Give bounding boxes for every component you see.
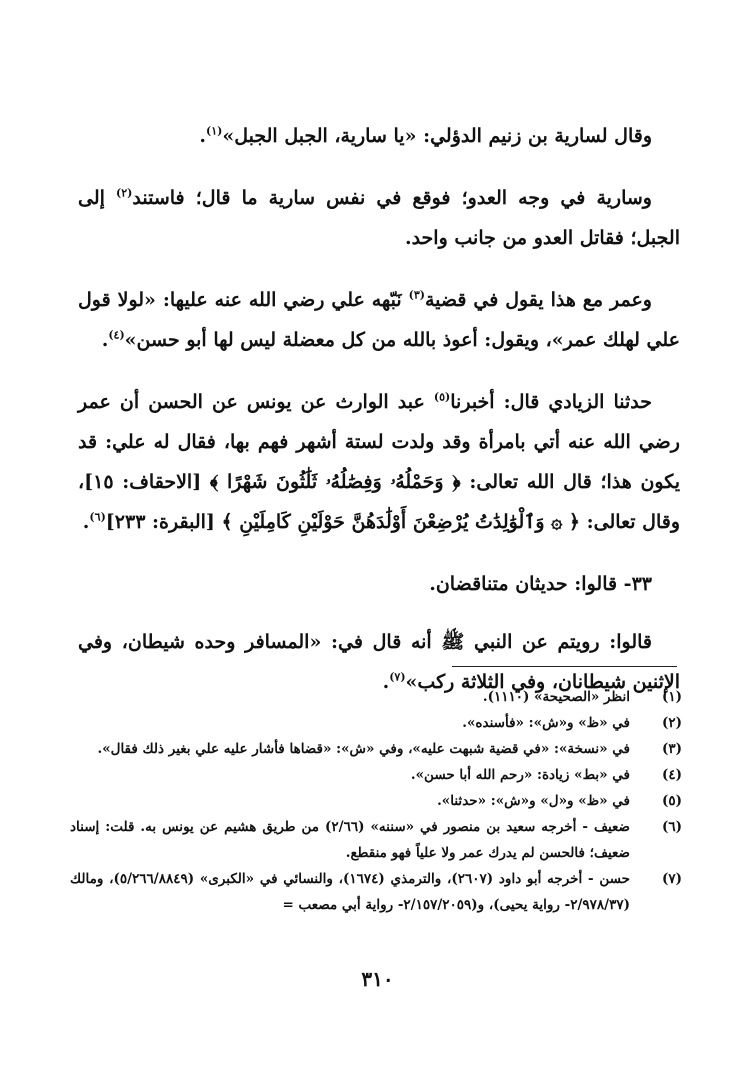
- paragraph-tail: .: [382, 671, 390, 693]
- paragraph-tail: .: [199, 125, 207, 147]
- footnotes: [70, 684, 682, 918]
- paragraph-tail: نَبّهه علي رضي الله عنه عليها: «لولا قول علي لهلك عمر»، ويقول: أعوذ بالله من كل معضلة ليس لها أبو حسن»: [78, 289, 680, 351]
- footnote-number: (٥): [661, 793, 682, 809]
- main-text: [78, 116, 680, 724]
- footnote-text: حسن - أخرجه أبو داود (٢٦٠٧)، والترمذي (١٦٧٤)، والنسائي في «الكبرى» (٥/٢٦٦/٨٨٤٩)، ومالك (٢/٩٧٨/٣٧- رواية يحيى)، و(٢/١٥٧/٢٠٥٩- رواية أبي مصعب =: [70, 871, 630, 913]
- footnote-number: (٦): [661, 819, 682, 835]
- paragraph-tail: عبد الوارث عن يونس عن الحسن أن عمر رضي الله عنه أتي بامرأة وقد ولدت لستة أشهر فهم بها، فقال له علي: قد يكون هذا؛ قال الله تعالى: ﴿ وَحَمْلُهُۥ وَفِصَٰلُهُۥ ثَلَٰثُونَ شَهْرًا ﴾ [الاحقاف: ١٥]، وقال تعالى: ﴿ ۞ وَٱلْوَٰلِدَٰتُ يُرْضِعْنَ أَوْلَٰدَهُنَّ حَوْلَيْنِ كَامِلَيْنِ ﴾ [البقرة: ٢٣٣]: [78, 391, 680, 533]
- footnote-number: (٣): [661, 741, 682, 757]
- footnote-ref[interactable]: (٧): [389, 670, 406, 684]
- footnote-ref[interactable]: (٣): [408, 288, 425, 302]
- paragraph-tail: .: [101, 329, 109, 351]
- footnote-text: في «نسخة»: «في قضية شبهت عليه»، وفي «ش»: «قضاها فأشار عليه علي بغير ذلك فقال».: [97, 741, 630, 757]
- footnote-text: انظر «الصحيحة» (١١١٠).: [482, 689, 630, 705]
- footnote-ref[interactable]: (٦): [89, 510, 106, 524]
- footnote-divider: [452, 666, 677, 667]
- footnote-item: [70, 814, 682, 866]
- paragraph-4: [78, 382, 680, 542]
- footnote-number: (٧): [661, 871, 682, 887]
- footnote-item: [70, 736, 682, 762]
- paragraph-text: حدثنا الزيادي قال: أخبرنا: [450, 391, 653, 413]
- paragraph-2: [78, 178, 680, 258]
- paragraph-3: [78, 280, 680, 360]
- footnote-number: (٢): [661, 715, 682, 731]
- paragraph-text: وقال لسارية بن زنيم الدؤلي: «يا سارية، الجبل الجبل»: [222, 125, 652, 147]
- footnote-ref[interactable]: (٥): [433, 390, 451, 404]
- footnote-text: في «ظ» و«ش»: «فأسنده».: [462, 715, 630, 731]
- paragraph-text: وسارية في وجه العدو؛ فوقع في نفس سارية ما قال؛ فاستند: [132, 187, 652, 209]
- page-number: ٣١٠: [361, 967, 394, 991]
- paragraph-tail: .: [82, 511, 90, 533]
- footnote-item: [70, 866, 682, 918]
- footnote-item: [70, 684, 682, 710]
- footnote-text: في «ظ» و«ل» و«ش»: «حدثنا».: [437, 793, 630, 809]
- footnote-ref[interactable]: (١): [206, 124, 223, 138]
- section-heading: [78, 564, 680, 604]
- footnote-item: [70, 710, 682, 736]
- footnote-text: في «بط» زيادة: «رحم الله أبا حسن».: [410, 767, 630, 783]
- footnote-text: ضعيف - أخرجه سعيد بن منصور في «سننه» (٢/٦٦) من طريق هشيم عن يونس به. قلت: إسناد ضعيف؛ فالحسن لم يدرك عمر ولا علياً فهو منقطع.: [70, 819, 630, 861]
- footnote-item: [70, 762, 682, 788]
- footnote-number: (٤): [661, 767, 682, 783]
- footnote-item: [70, 788, 682, 814]
- paragraph-text: قالوا: رويتم عن النبي ﷺ أنه قال في: «المسافر وحده شيطان، وفي الإثنين شيطانان، وفي الثلاثة ركب»: [78, 631, 680, 693]
- footnote-ref[interactable]: (٢): [116, 186, 133, 200]
- footnote-ref[interactable]: (٤): [108, 328, 125, 342]
- paragraph-tail: إلى الجبل؛ فقاتل العدو من جانب واحد.: [78, 187, 680, 249]
- paragraph-text: وعمر مع هذا يقول في قضية: [424, 289, 652, 311]
- heading-text: ٣٣- قالوا: حديثان متناقضان.: [429, 573, 652, 595]
- paragraph-1: [78, 116, 680, 156]
- footnote-number: (١): [661, 689, 682, 705]
